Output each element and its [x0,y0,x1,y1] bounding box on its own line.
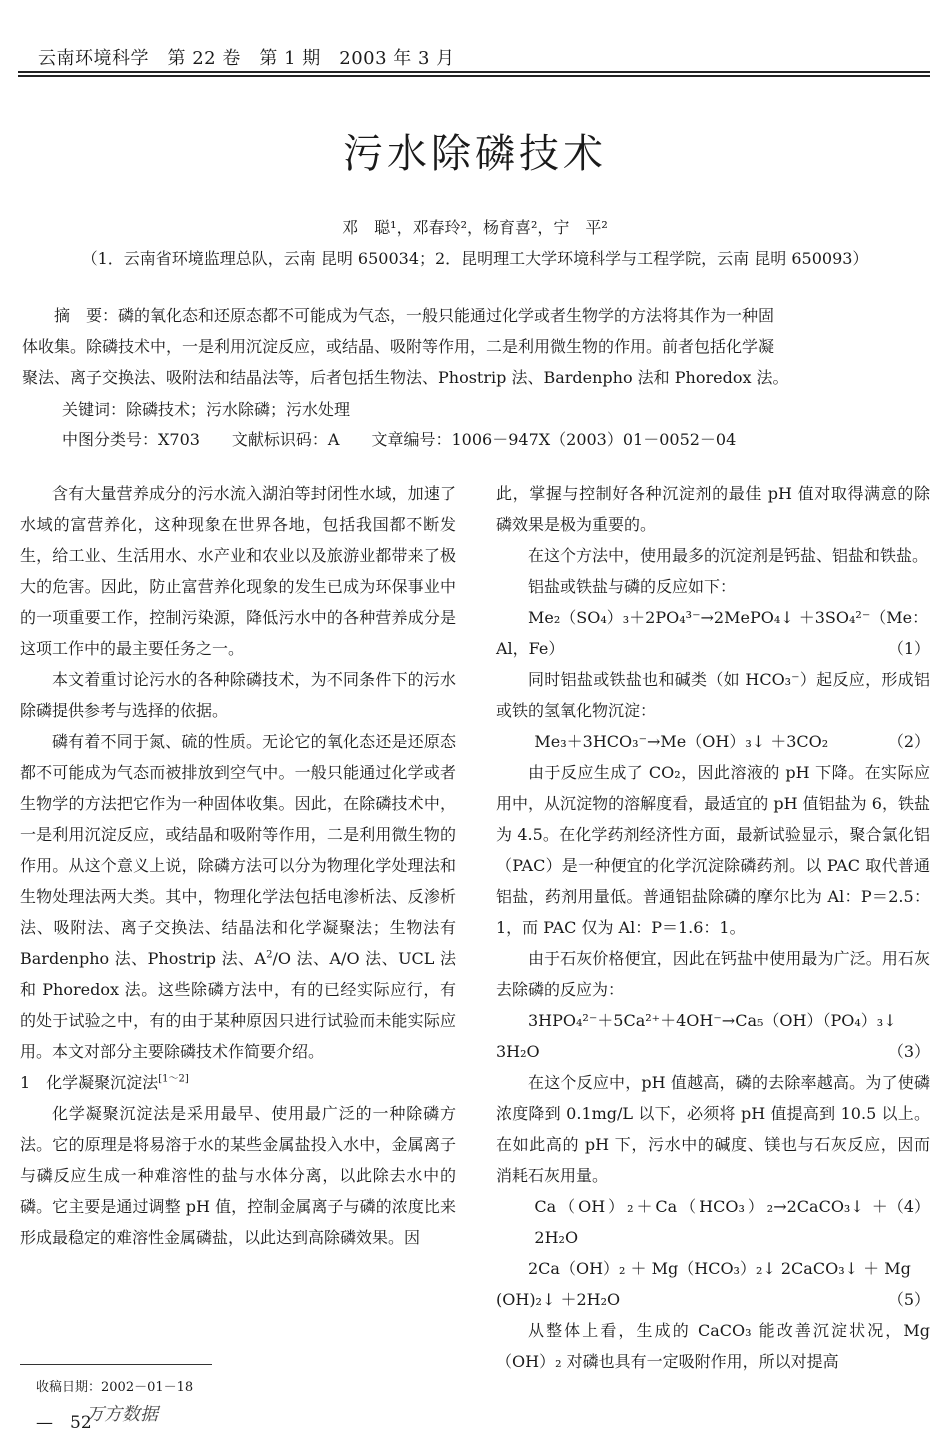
abstract-line: 摘 要：磷的氧化态和还原态都不可能成为气态，一般只能通过化学或者生物学的方法将其作为一种固 [22,306,775,325]
equation-2: Me₃＋3HCO₃⁻→Me（OH）₃↓ ＋3CO₂ （2） [496,726,930,757]
paragraph: 本文着重讨论污水的各种除磷技术，为不同条件下的污水除磷提供参考与选择的依据。 [20,670,456,720]
equation-number: （4） [887,1197,930,1216]
paragraph: 化学凝聚沉淀法是采用最早、使用最广泛的一种除磷方法。它的原理是将易溶于水的某些金属盐投入水中，金属离子与磷反应生成一种难溶性的盐与水体分离，以此除去水中的磷。它主要是通过调整 pH 值，控制金属离子与磷的浓度比来形成最稳定的难溶性金属磷盐，以此达到高除磷效果。因 [20,1104,456,1247]
paper-title: 污水除磷技术 [343,131,607,177]
equation-1-cont: Al，Fe） （1） [496,633,930,664]
journal-header: 云南环境科学 第 22 卷 第 1 期 2003 年 3 月 [38,48,455,69]
section-heading: 1 化学凝聚沉淀法[1～2] [20,1073,189,1092]
paragraph: 由于反应生成了 CO₂，因此溶液的 pH 下降。在实际应用中，从沉淀物的溶解度看，最适宜的 pH 值铝盐为 6，铁盐为 4.5。在化学药剂经济性方面，最新试验显示，聚合氯化铝（PAC）是一种便宜的化学沉淀除磷药剂。以 PAC 取代普通铝盐，药剂用量低。普通铝盐除磷的摩尔比为 Al：P＝2.5：1，而 PAC 仅为 Al：P＝1.6：1。 [496,763,930,937]
equation-5-cont: (OH)₂↓ ＋2H₂O （5） [496,1284,930,1315]
header-rule-top [18,71,930,73]
paragraph: 在这个方法中，使用最多的沉淀剂是钙盐、铝盐和铁盐。 [528,546,929,565]
equation-number: （2） [887,732,930,751]
page-number: — 52 [36,1413,92,1433]
equation-3: 3HPO₄²⁻＋5Ca²⁺＋4OH⁻→Ca₅（OH）（PO₄）₃↓ [528,1011,897,1030]
paragraph: 在这个反应中，pH 值越高，磷的去除率越高。为了使磷浓度降到 0.1mg/L 以下，必须将 pH 值提高到 10.5 以上。在如此高的 pH 下，污水中的碱度、镁也与石灰反应，因而消耗石灰用量。 [496,1073,930,1185]
paragraph: 铝盐或铁盐与磷的反应如下： [528,577,737,596]
equation-number: （1） [887,639,930,658]
classification: 中图分类号：X703 文献标识码：A 文章编号：1006－947X（2003）01－0052－04 [62,430,737,449]
paper-affiliations: （1．云南省环境监理总队，云南 昆明 650034；2．昆明理工大学环境科学与工程学院，云南 昆明 650093） [81,249,869,268]
footnote-rule [20,1364,212,1365]
body-column-left [20,478,456,1253]
watermark: 万方数据 [86,1404,158,1425]
equation-5: 2Ca（OH）₂ ＋ Mg（HCO₃）₂↓ 2CaCO₃↓ ＋ Mg [528,1259,911,1278]
header-rule-bottom [18,75,930,77]
keywords: 关键词：除磷技术；污水除磷；污水处理 [62,400,351,419]
body-column-right [496,478,930,1377]
equation-3-cont: 3H₂O （3） [496,1036,930,1067]
abstract-line: 体收集。除磷技术中，一是利用沉淀反应，或结晶、吸附等作用，二是利用微生物的作用。前者包括化学凝 [22,337,775,356]
paragraph: 含有大量营养成分的污水流入湖泊等封闭性水域，加速了水域的富营养化，这种现象在世界各地，包括我国都不断发生，给工业、生活用水、水产业和农业以及旅游业都带来了极大的危害。因此，防止富营养化现象的发生已成为环保事业中的一项重要工作，控制污染源，降低污水中的各种营养成分是这项工作中的最主要任务之一。 [20,484,456,658]
paragraph: 此，掌握与控制好各种沉淀剂的最佳 pH 值对取得满意的除磷效果是极为重要的。 [496,484,930,534]
paragraph: 磷有着不同于氮、硫的性质。无论它的氧化态还是还原态都不可能成为气态而被排放到空气中。一般只能通过化学或者生物学的方法把它作为一种固体收集。因此，在除磷技术中，一是利用沉淀反应，或结晶和吸附等作用，二是利用微生物的作用。从这个意义上说，除磷方法可以分为物理化学处理法和生物处理法两大类。其中，物理化学法包括电渗析法、反渗析法、吸附法、离子交换法、结晶法和化学凝聚法；生物法有 Bardenpho 法、Phostrip 法、$A^2/O$ 法、A/O 法、UCL 法和 Phoredox 法。这些除磷方法中，有的已经实际应行，有的处于试验之中，有的由于某种原因只进行试验而未能实际应用。本文对部分主要除磷技术作简要介绍。 [20,732,456,1061]
citation: [1～2] [158,1073,189,1085]
abstract-line: 聚法、离子交换法、吸附法和结晶法等，后者包括生物法、Phostrip 法、Bardenpho 法和 Phoredox 法。 [22,368,789,387]
received-date: 收稿日期：2002－01－18 [36,1380,194,1395]
paragraph: 由于石灰价格便宜，因此在钙盐中使用最为广泛。用石灰去除磷的反应为： [496,949,930,999]
paragraph: 从整体上看，生成的 CaCO₃ 能改善沉淀状况，Mg（OH）₂ 对磷也具有一定吸附作用，所以对提高 [496,1321,930,1371]
equation-4: Ca（OH）₂＋Ca（HCO₃）₂→2CaCO₃↓ ＋2H₂O （4） [496,1191,930,1253]
equation-number: （5） [887,1290,930,1309]
equation-1: Me₂（SO₄）₃＋2PO₄³⁻→2MePO₄↓ ＋3SO₄²⁻（Me： [528,608,929,627]
paragraph: 同时铝盐或铁盐也和碱类（如 HCO₃⁻）起反应，形成铝或铁的氢氧化物沉淀： [496,670,930,720]
paper-authors: 邓 聪¹，邓春玲²，杨育喜²，宁 平² [342,218,608,237]
equation-number: （3） [887,1042,930,1061]
